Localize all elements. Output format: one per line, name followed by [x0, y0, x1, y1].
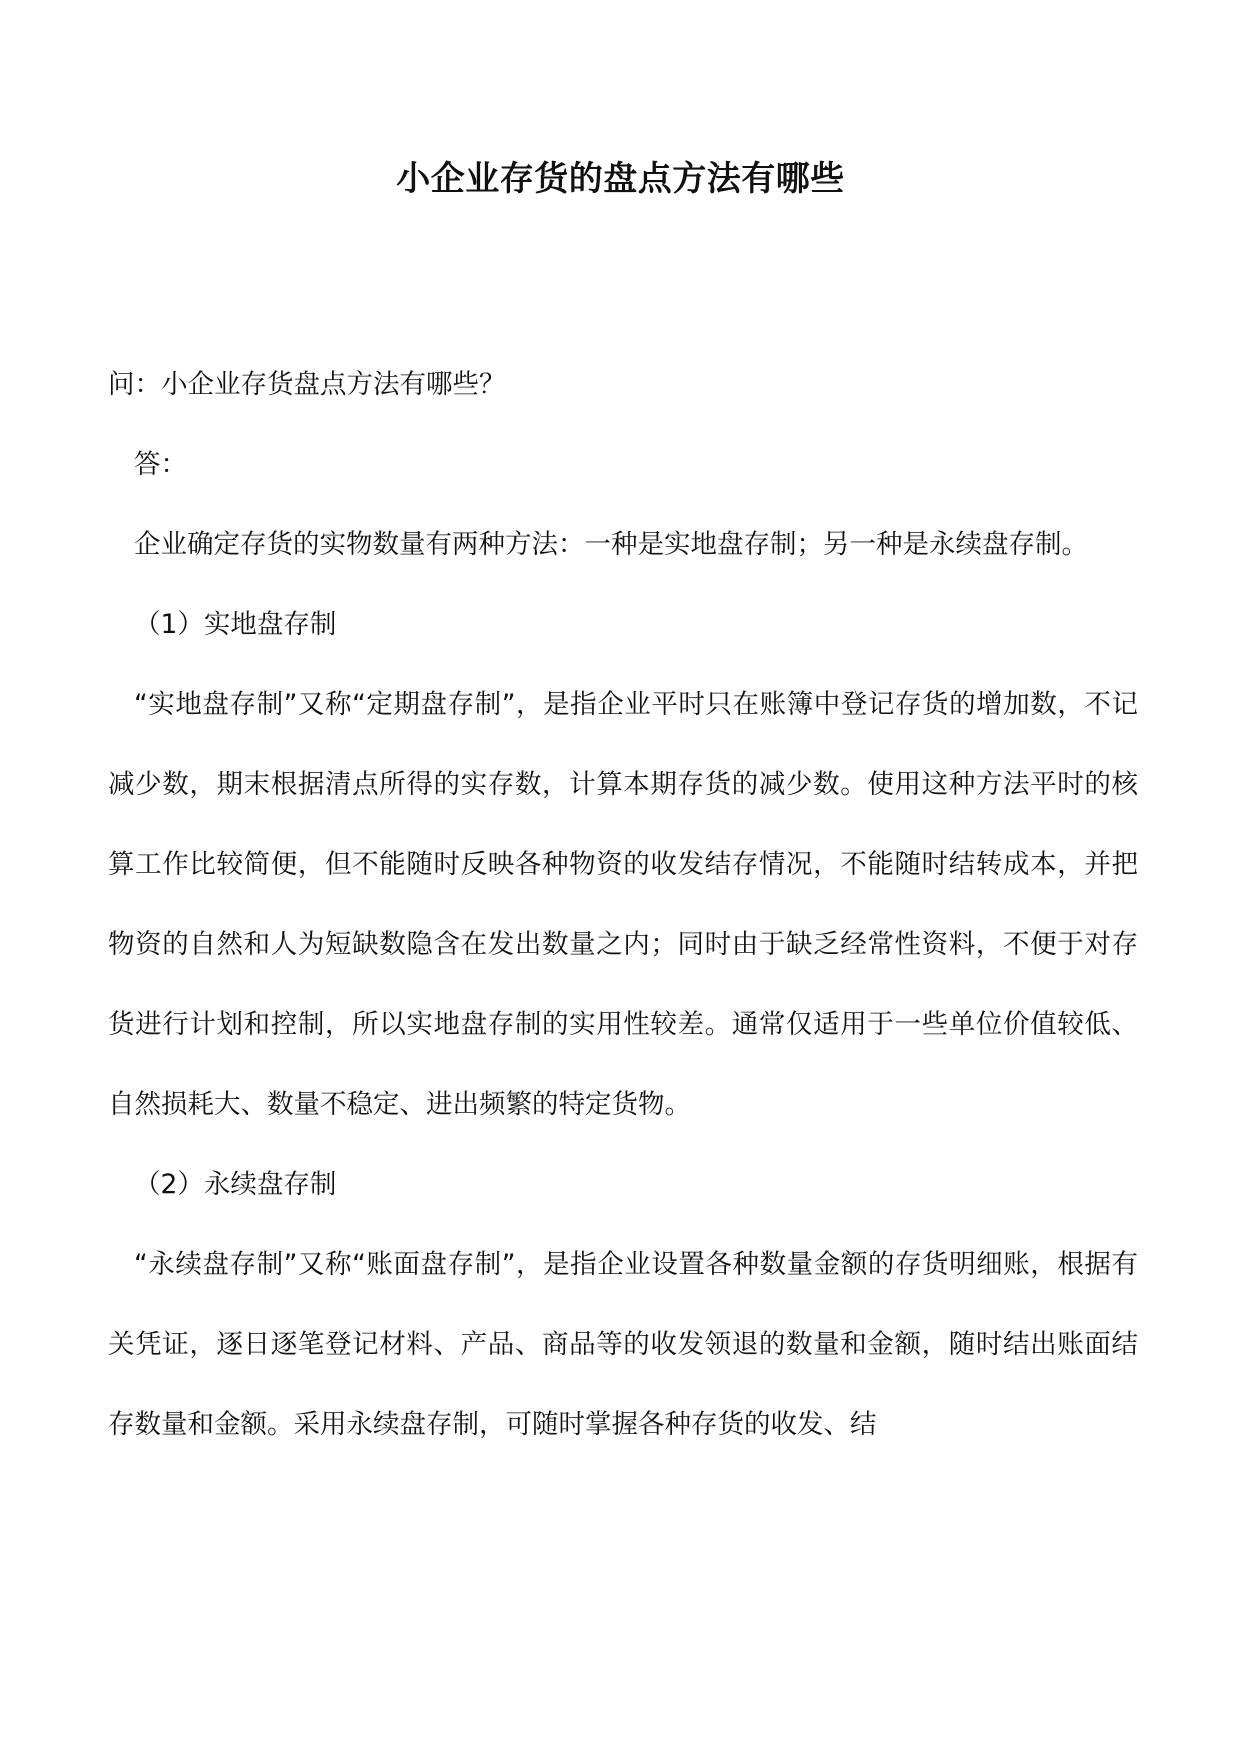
- answer-label: 答：: [134, 449, 187, 480]
- intro-paragraph: 企业确定存货的实物数量有两种方法：一种是实地盘存制；另一种是永续盘存制。: [134, 529, 1088, 560]
- document-body: [108, 345, 1138, 1465]
- physical-inventory-paragraph: “实地盘存制”又称“定期盘存制”，是指企业平时只在账簿中登记存货的增加数，不记减少数，期末根据清点所得的实存数，计算本期存货的减少数。使用这种方法平时的核算工作比较简便，但不能随时反映各种物资的收发结存情况，不能随时结转成本，并把物资的自然和人为短缺数隐含在发出数量之内；同时由于缺乏经常性资料，不便于对存货进行计划和控制，所以实地盘存制的实用性较差。通常仅适用于一些单位价值较低、自然损耗大、数量不稳定、进出频繁的特定货物。: [108, 689, 1138, 1120]
- document-title: 小企业存货的盘点方法有哪些: [396, 159, 845, 199]
- section-heading-physical-inventory: （1）实地盘存制: [134, 609, 337, 640]
- section-heading-perpetual-inventory: （2）永续盘存制: [134, 1169, 337, 1200]
- question-paragraph: 问：小企业存货盘点方法有哪些？: [108, 369, 506, 400]
- perpetual-inventory-paragraph: “永续盘存制”又称“账面盘存制”，是指企业设置各种数量金额的存货明细账，根据有关凭证，逐日逐笔登记材料、产品、商品等的收发领退的数量和金额，随时结出账面结存数量和金额。采用永续盘存制，可随时掌握各种存货的收发、结: [108, 1249, 1138, 1440]
